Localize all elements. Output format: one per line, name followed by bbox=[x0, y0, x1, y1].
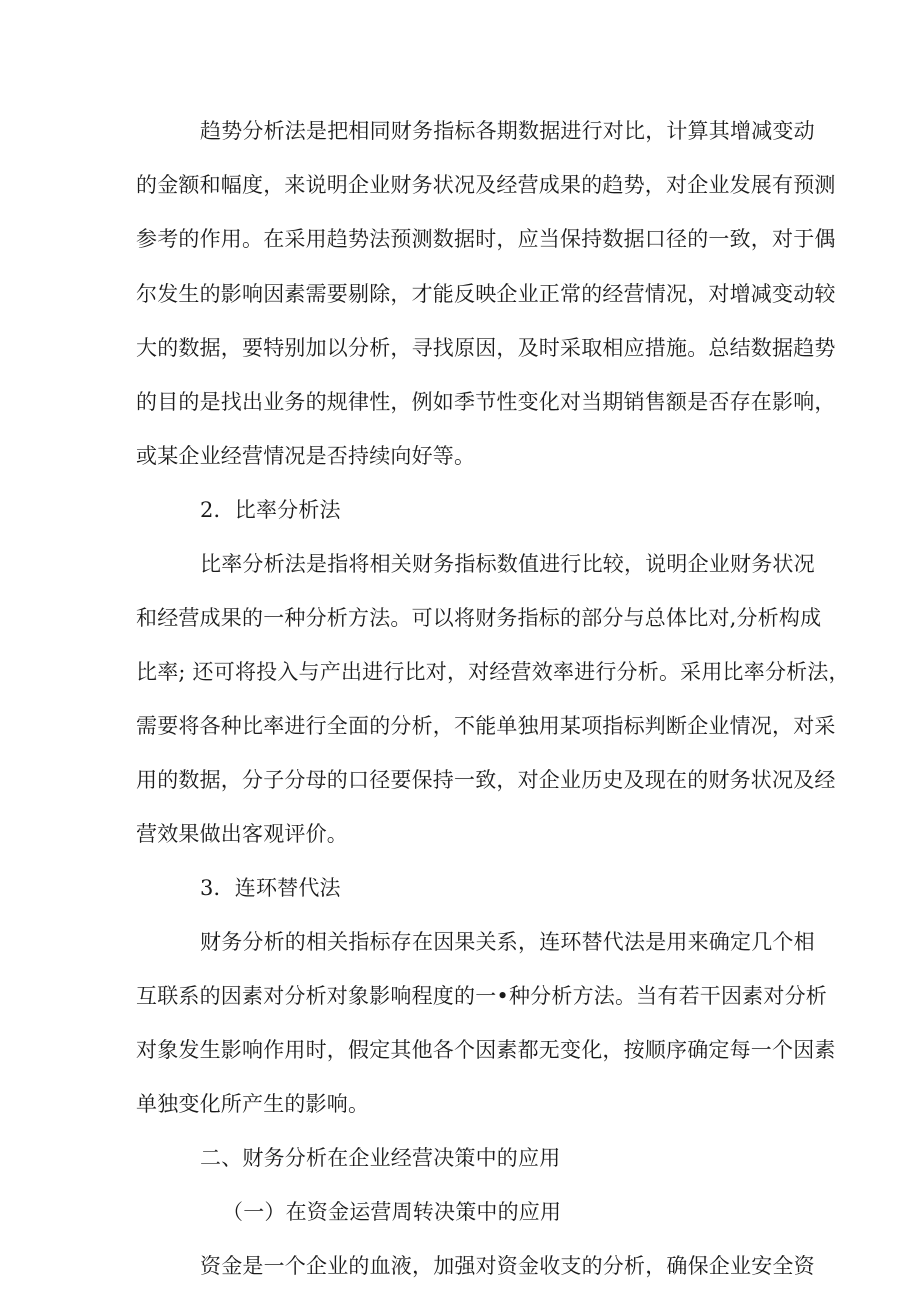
section-heading: 3．连环替代法 bbox=[200, 876, 341, 900]
paragraph-line: 或某企业经营情况是否持续向好等。 bbox=[136, 444, 476, 468]
paragraph-line: 需要将各种比率进行全面的分析，不能单独用某项指标判断企业情况，对采 bbox=[136, 714, 836, 738]
paragraph-line: 用的数据，分子分母的口径要保持一致，对企业历史及现在的财务状况及经 bbox=[136, 768, 836, 792]
section-heading: 2．比率分析法 bbox=[200, 498, 341, 522]
paragraph-line: 互联系的因素对分析对象影响程度的一•种分析方法。当有若干因素对分析 bbox=[136, 984, 827, 1008]
paragraph-line: 和经营成果的一种分析方法。可以将财务指标的部分与总体比对,分析构成 bbox=[136, 606, 822, 630]
paragraph-line: 比率; 还可将投入与产出进行比对，对经营效率进行分析。采用比率分析法， bbox=[136, 660, 850, 684]
paragraph-line: 尔发生的影响因素需要剔除，才能反映企业正常的经营情况，对增减变动较 bbox=[136, 282, 836, 306]
paragraph-line: 单独变化所产生的影响。 bbox=[136, 1092, 370, 1116]
paragraph-line: 财务分析的相关指标存在因果关系，连环替代法是用来确定几个相 bbox=[200, 930, 815, 954]
paragraph-line: 营效果做出客观评价。 bbox=[136, 822, 348, 846]
paragraph-line: 大的数据，要特别加以分析，寻找原因，及时采取相应措施。总结数据趋势 bbox=[136, 336, 836, 360]
paragraph-line: 趋势分析法是把相同财务指标各期数据进行对比，计算其增减变动 bbox=[200, 119, 815, 143]
paragraph-line: 资金是一个企业的血液，加强对资金收支的分析，确保企业安全资 bbox=[200, 1254, 815, 1278]
paragraph-line: 对象发生影响作用时，假定其他各个因素都无变化，按顺序确定每一个因素 bbox=[136, 1038, 836, 1062]
paragraph-line: 的金额和幅度，来说明企业财务状况及经营成果的趋势，对企业发展有预测 bbox=[136, 173, 836, 197]
paragraph-line: 参考的作用。在采用趋势法预测数据时，应当保持数据口径的一致，对于偶 bbox=[136, 227, 836, 251]
subsection-heading: （一）在资金运营周转决策中的应用 bbox=[222, 1200, 562, 1224]
chapter-heading: 二、财务分析在企业经营决策中的应用 bbox=[200, 1146, 561, 1170]
paragraph-line: 比率分析法是指将相关财务指标数值进行比较，说明企业财务状况 bbox=[200, 552, 815, 576]
paragraph-line: 的目的是找出业务的规律性，例如季节性变化对当期销售额是否存在影响， bbox=[136, 390, 836, 414]
